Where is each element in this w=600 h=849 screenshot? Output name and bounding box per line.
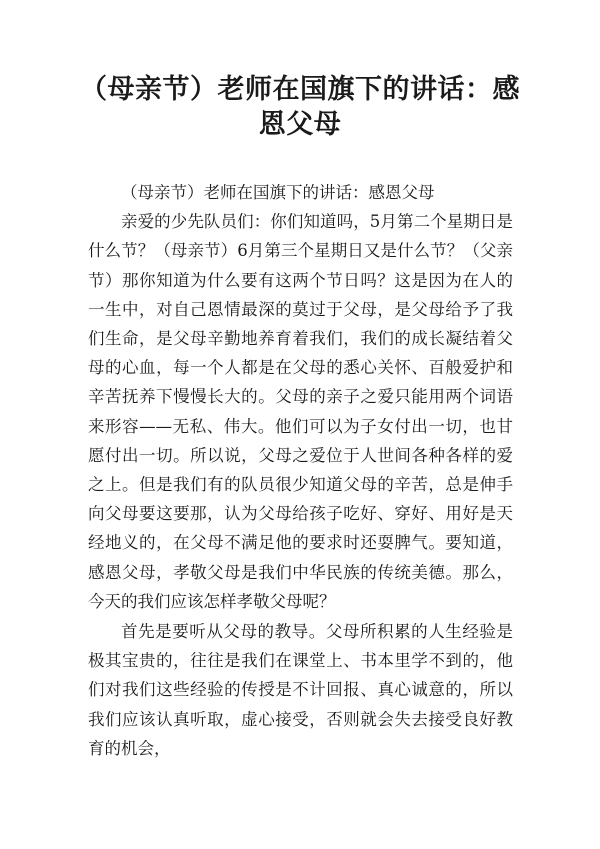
document-title: （母亲节）老师在国旗下的讲话：感恩父母 <box>80 74 520 140</box>
document-subtitle: （母亲节）老师在国旗下的讲话：感恩父母 <box>121 183 435 202</box>
document-body <box>88 178 513 763</box>
paragraph-1: 亲爱的少先队员们：你们知道吗，5月第二个星期日是什么节？（母亲节）6月第三个星期日又是什么节？（父亲节）那你知道为什么要有这两个节日吗？这是因为在人的一生中，对自己恩情最深的莫过于父母，是父母给予了我们生命，是父母辛勤地养育着我们，我们的成长凝结着父母的心血，每一个人都是在父母的悉心关怀、百般爱护和辛苦抚养下慢慢长大的。父母的亲子之爱只能用两个词语来形容——无私、伟大。他们可以为子女付出一切，也甘愿付出一切。所以说，父母之爱位于人世间各种各样的爱之上。但是我们有的队员很少知道父母的辛苦，总是伸手向父母要这要那，认为父母给孩子吃好、穿好、用好是天经地义的，在父母不满足他的要求时还耍脾气。要知道，感恩父母，孝敬父母是我们中华民族的传统美德。那么，今天的我们应该怎样孝敬父母呢？ <box>88 212 513 611</box>
paragraph-2: 首先是要听从父母的教导。父母所积累的人生经验是极其宝贵的，往往是我们在课堂上、书本里学不到的，他们对我们这些经验的传授是不计回报、真心诚意的，所以我们应该认真听取，虚心接受，否则就会失去接受良好教育的机会， <box>88 622 513 758</box>
